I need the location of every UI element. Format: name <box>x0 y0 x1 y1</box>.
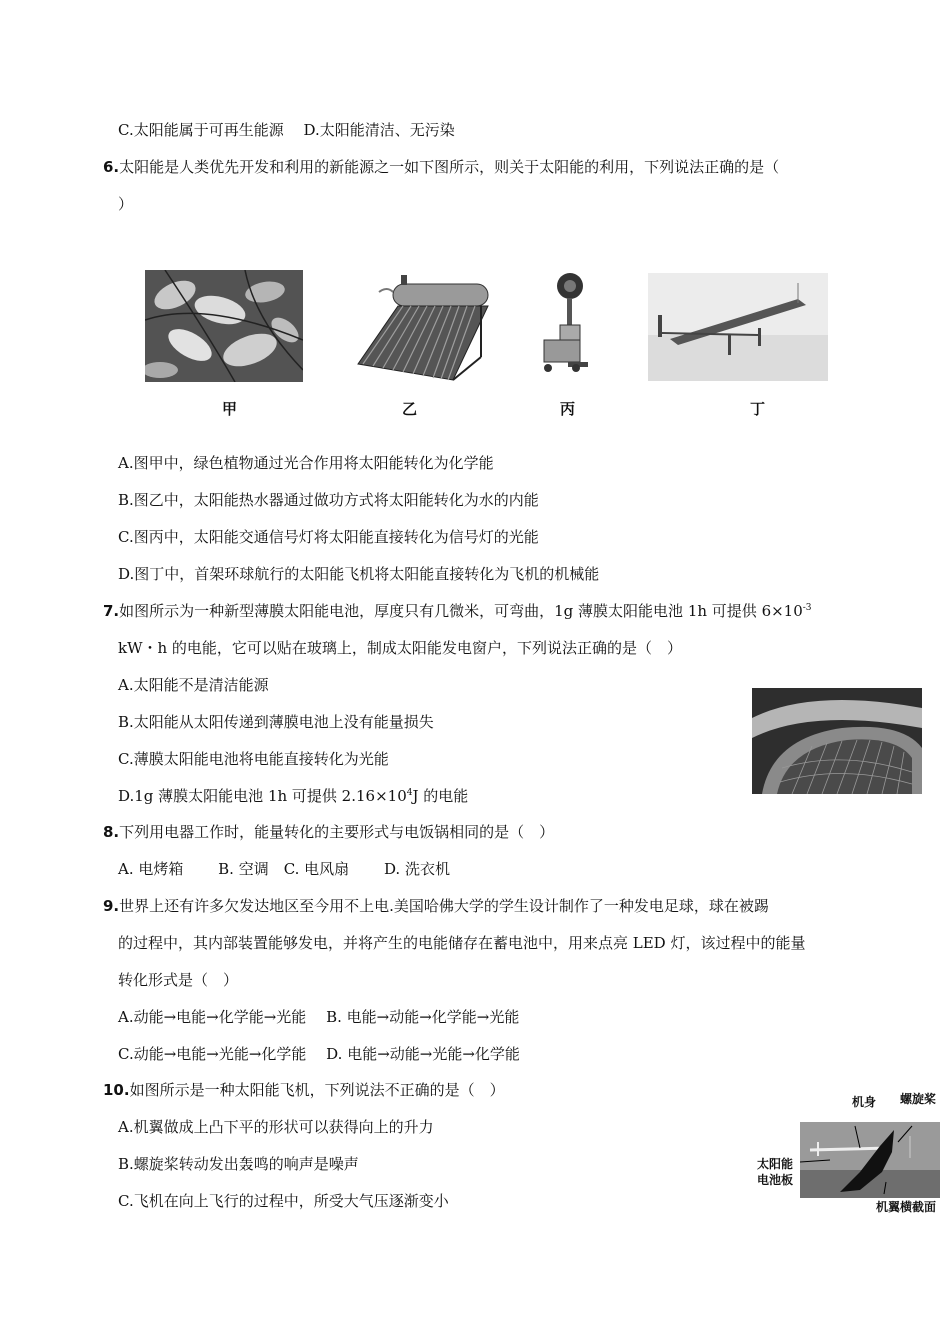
q10-number: 10. <box>103 1081 130 1099</box>
q7-number: 7. <box>103 602 120 620</box>
q7-stem-1: 如图所示为一种新型薄膜太阳能电池，厚度只有几微米，可弯曲，1g 薄膜太阳能电池 1h 可提供 6×10 <box>119 602 803 620</box>
q8-stem: 下列用电器工作时，能量转化的主要形式与电饭锅相同的是（ ） <box>119 823 555 841</box>
label-propeller: 螺旋桨 <box>900 1092 937 1106</box>
q9-options-cd: C.动能→电能→光能→化学能 D. 电能→动能→光能→化学能 <box>118 1045 520 1063</box>
q6-option-b: B.图乙中，太阳能热水器通过做功方式将太阳能转化为水的内能 <box>118 491 539 509</box>
q7-option-d <box>118 786 468 806</box>
figure-jia-leaves-photo <box>145 270 303 382</box>
q7-stem-exponent: -3 <box>802 603 812 613</box>
figure-thin-film-solar-cell <box>752 688 922 794</box>
q10-option-b: B.螺旋桨转动发出轰鸣的响声是噪声 <box>118 1155 359 1173</box>
q7-option-d-unit: J 的电能 <box>412 787 469 805</box>
caption-ding: 丁 <box>750 400 766 418</box>
caption-yi: 乙 <box>402 400 418 418</box>
q9-stem-1: 世界上还有许多欠发达地区至今用不上电.美国哈佛大学的学生设计制作了一种发电足球，球在被踢 <box>119 897 769 915</box>
q9-stem-line-3: 转化形式是（ ） <box>118 971 239 989</box>
q6-option-d: D.图丁中，首架环球航行的太阳能飞机将太阳能直接转化为飞机的机械能 <box>118 565 600 583</box>
q6-number: 6. <box>103 158 120 176</box>
label-aircraft-body: 机身 <box>852 1095 877 1109</box>
figure-yi-solar-water-heater <box>353 272 493 384</box>
q6-option-a: A.图甲中，绿色植物通过光合作用将太阳能转化为化学能 <box>118 454 494 472</box>
figure-bing-solar-traffic-light <box>538 270 598 376</box>
q10-stem: 如图所示是一种太阳能飞机，下列说法不正确的是（ ） <box>129 1081 505 1099</box>
q9-options-ab: A.动能→电能→化学能→光能 B. 电能→动能→化学能→光能 <box>118 1008 520 1026</box>
q7-option-a: A.太阳能不是清洁能源 <box>118 676 269 694</box>
q6-option-c: C.图丙中，太阳能交通信号灯将太阳能直接转化为信号灯的光能 <box>118 528 539 546</box>
q10-option-a: A.机翼做成上凸下平的形状可以获得向上的升力 <box>118 1118 434 1136</box>
q6-stem-1: 太阳能是人类优先开发和利用的新能源之一如下图所示，则关于太阳能的利用，下列说法正确的是（ <box>119 158 780 176</box>
caption-jia: 甲 <box>222 400 238 418</box>
q10-option-c: C.飞机在向上飞行的过程中，所受大气压逐渐变小 <box>118 1192 449 1210</box>
q7-option-b: B.太阳能从太阳传递到薄膜电池上没有能量损失 <box>118 713 434 731</box>
q7-stem-line-1 <box>103 601 812 621</box>
q7-option-d-exponent: 4 <box>406 788 413 798</box>
q10-stem-line <box>103 1080 505 1100</box>
q7-stem-line-2: kW・h 的电能，它可以贴在玻璃上，制成太阳能发电窗户，下列说法正确的是（ ） <box>118 639 682 657</box>
label-wing-cross-section: 机翼横截面 <box>876 1200 937 1214</box>
figure-ding-solar-aircraft <box>648 273 828 381</box>
q6-stem-line-1 <box>103 157 779 177</box>
q5-options-cd: C.太阳能属于可再生能源 D.太阳能清洁、无污染 <box>118 121 455 139</box>
figure-solar-aircraft-wing <box>800 1122 940 1198</box>
q7-option-d-text: D.1g 薄膜太阳能电池 1h 可提供 2.16×10 <box>118 787 407 805</box>
label-solar-panel-1: 太阳能 <box>757 1157 794 1171</box>
q8-options: A. 电烤箱 B. 空调 C. 电风扇 D. 洗衣机 <box>118 860 450 878</box>
q8-number: 8. <box>103 823 120 841</box>
q6-stem-line-2: ） <box>118 195 134 213</box>
q9-stem-line-1 <box>103 896 769 916</box>
q8-stem-line <box>103 822 554 842</box>
label-solar-panel-2: 电池板 <box>757 1173 794 1187</box>
q9-stem-line-2: 的过程中，其内部装置能够发电，并将产生的电能储存在蓄电池中，用来点亮 LED 灯，该过程中的能量 <box>118 934 806 952</box>
caption-bing: 丙 <box>560 400 576 418</box>
q9-number: 9. <box>103 897 120 915</box>
q7-option-c: C.薄膜太阳能电池将电能直接转化为光能 <box>118 750 389 768</box>
